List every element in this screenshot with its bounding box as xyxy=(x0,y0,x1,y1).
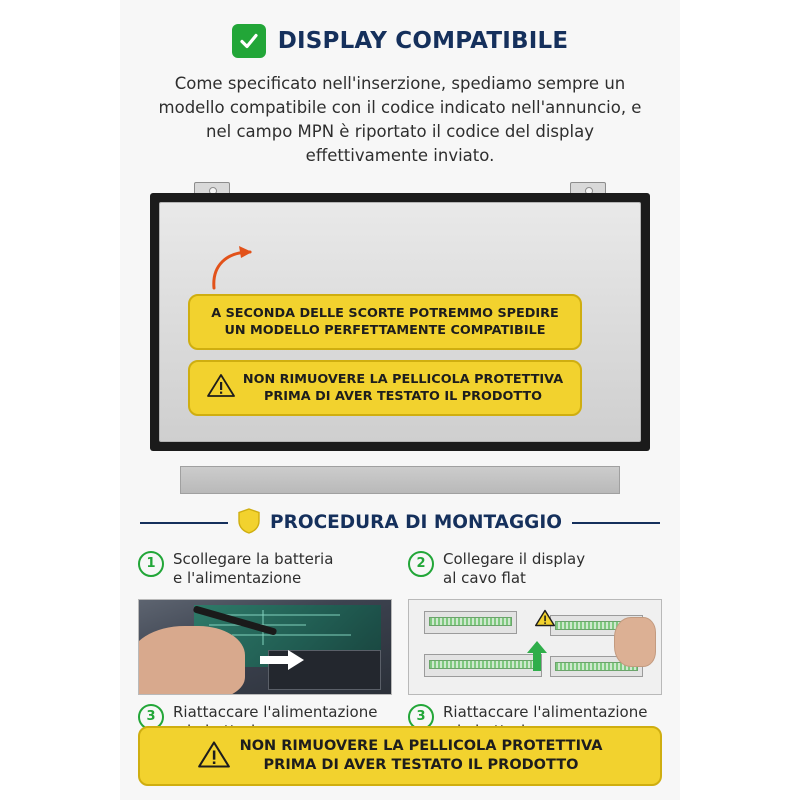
step-number: 2 xyxy=(408,551,434,577)
page-title: DISPLAY COMPATIBILE xyxy=(277,28,569,54)
step-line1: Riattaccare l'alimentazione xyxy=(173,702,378,721)
check-square-icon xyxy=(232,24,266,58)
step-line1: Riattaccare l'alimentazione xyxy=(443,702,648,721)
step-number: 3 xyxy=(408,704,434,730)
stock-notice-callout xyxy=(188,294,582,351)
step-1 xyxy=(138,550,392,589)
step-number: 3 xyxy=(138,704,164,730)
step-label xyxy=(173,550,333,589)
step-number: 1 xyxy=(138,551,164,577)
stock-notice-line2: UN MODELLO PERFETTAMENTE COMPATIBILE xyxy=(224,322,546,338)
step-label xyxy=(443,550,585,589)
film-warning-line1: NON RIMUOVERE LA PELLICOLA PROTETTIVA xyxy=(242,371,564,387)
step-1-photo xyxy=(138,599,392,695)
rule-right xyxy=(572,522,660,524)
step-line1: Scollegare la batteria xyxy=(173,549,334,568)
warning-triangle-icon xyxy=(207,373,235,403)
warning-triangle-icon xyxy=(535,609,555,631)
step-line2: e l'alimentazione xyxy=(173,569,302,588)
procedure-header xyxy=(140,508,660,538)
flat-cable-connector xyxy=(424,654,542,677)
green-up-arrow-icon xyxy=(527,641,547,675)
content-panel xyxy=(120,0,680,800)
hand-graphic xyxy=(614,617,656,668)
curved-arrow-icon xyxy=(208,244,260,294)
film-warning-line2: PRIMA DI AVER TESTATO IL PRODOTTO xyxy=(264,388,542,404)
step-2 xyxy=(408,550,662,589)
footer-warning-banner xyxy=(138,726,662,786)
flat-cable-connector xyxy=(424,611,517,634)
right-margin xyxy=(680,0,800,800)
procedure-title: PROCEDURA DI MONTAGGIO xyxy=(270,512,562,534)
stock-notice-line1: A SECONDA DELLE SCORTE POTREMMO SPEDIRE xyxy=(211,305,559,321)
film-warning-callout xyxy=(188,360,582,417)
steps-grid xyxy=(138,550,662,742)
panel-bottom-strip xyxy=(180,466,620,494)
intro-paragraph: Come specificato nell'inserzione, spediamo sempre un modello compatibile con il codice indicato nell'annuncio, e nel campo MPN è riportato il codice del display effettivamente inviato. xyxy=(158,74,642,165)
shield-icon xyxy=(238,508,260,538)
footer-line2: PRIMA DI AVER TESTATO IL PRODOTTO xyxy=(263,757,579,774)
left-margin xyxy=(0,0,120,800)
display-panel-illustration xyxy=(150,182,650,482)
warning-triangle-icon xyxy=(198,740,230,773)
step-2-photo xyxy=(408,599,662,695)
rule-left xyxy=(140,522,228,524)
white-arrow-icon xyxy=(260,650,304,674)
footer-line1: NON RIMUOVERE LA PELLICOLA PROTETTIVA xyxy=(239,738,603,755)
hand-graphic xyxy=(138,626,245,695)
header xyxy=(138,24,662,58)
step-line1: Collegare il display xyxy=(443,549,586,568)
step-line2: al cavo flat xyxy=(443,569,526,588)
